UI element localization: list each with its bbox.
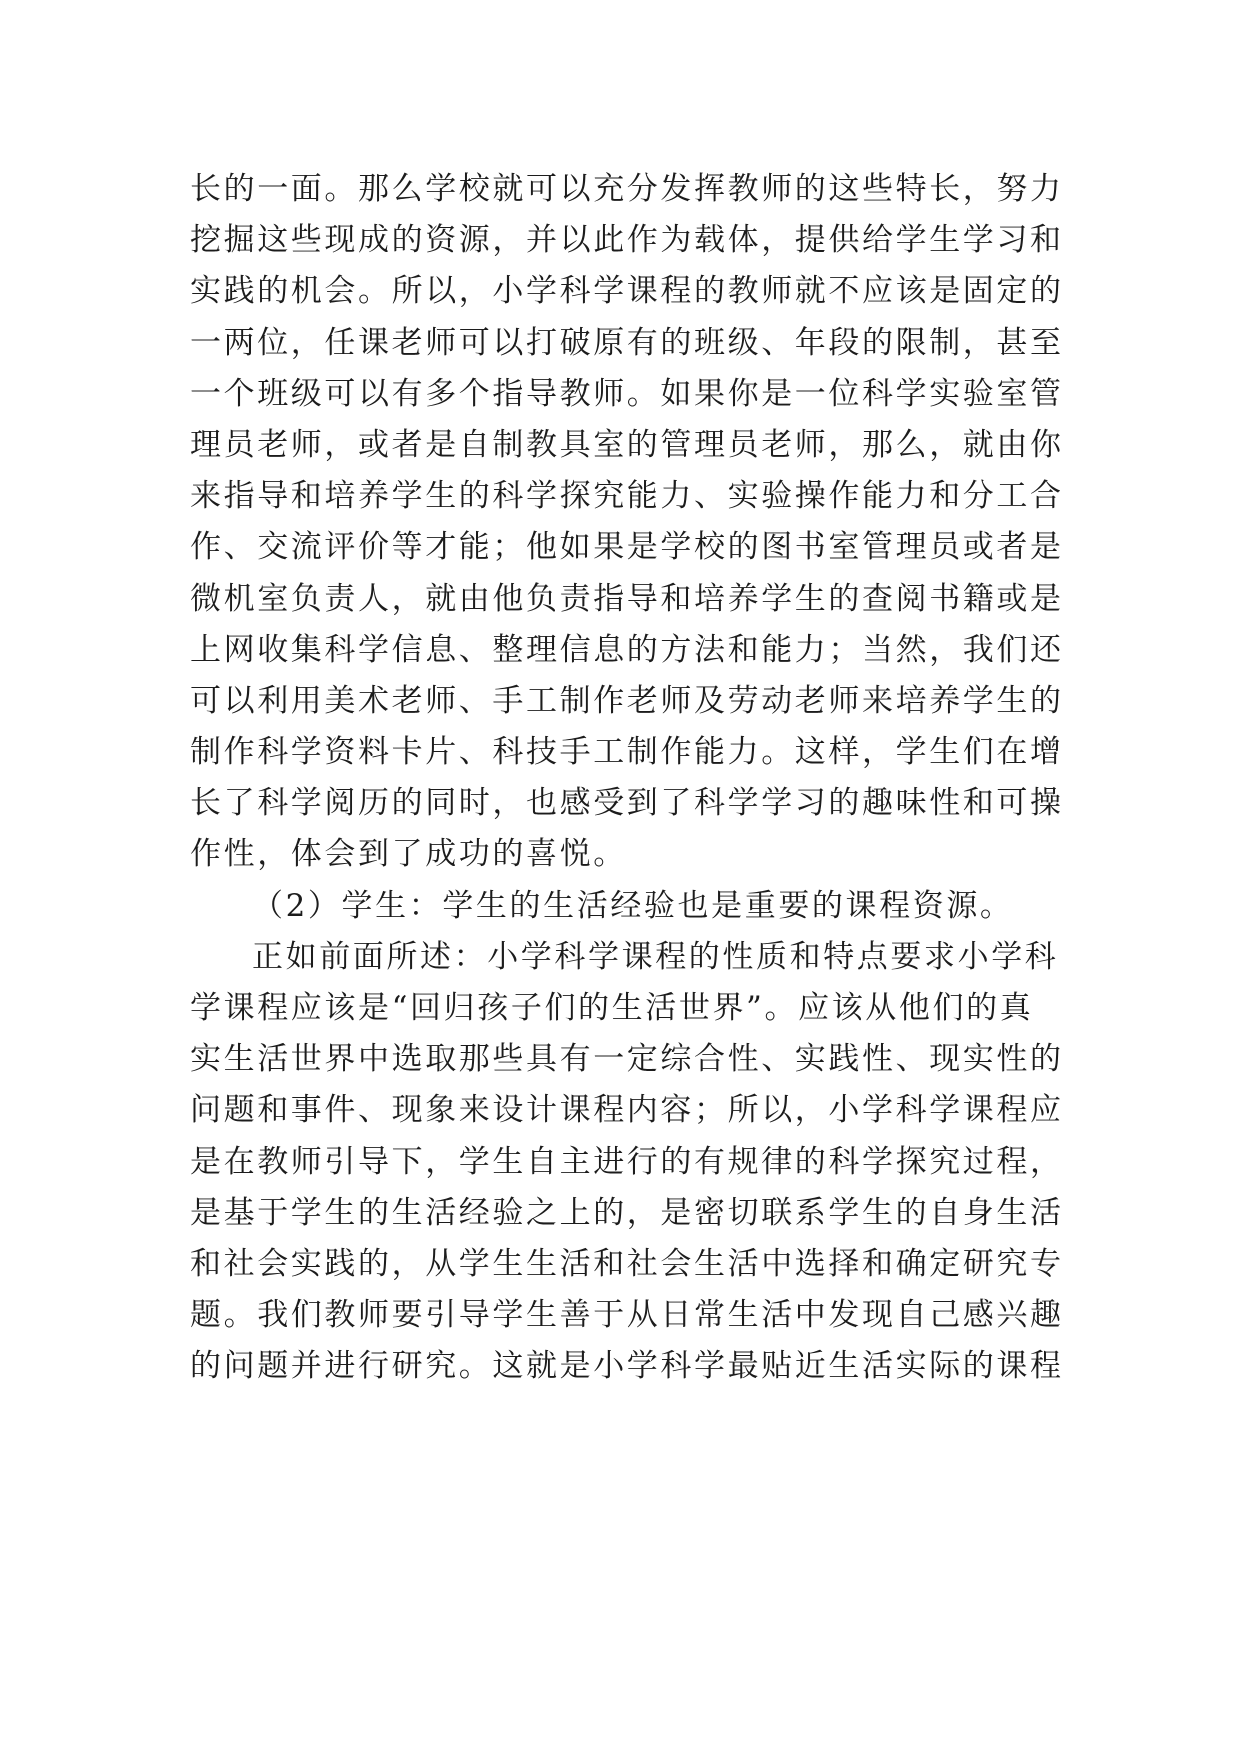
text-line: 作、交流评价等才能；他如果是学校的图书室管理员或者是 [190, 529, 1064, 566]
text-line: 是在教师引导下，学生自主进行的有规律的科学探究过程， [190, 1143, 1064, 1180]
text-line: 挖掘这些现成的资源，并以此作为载体，提供给学生学习和 [190, 222, 1064, 259]
text-line: 长的一面。那么学校就可以充分发挥教师的这些特长，努力 [190, 171, 1064, 207]
text-line: 的问题并进行研究。这就是小学科学最贴近生活实际的课程 [190, 1348, 1064, 1385]
section-heading: （2）学生：学生的生活经验也是重要的课程资源。 [252, 887, 1014, 924]
text-line: 制作科学资料卡片、科技手工制作能力。这样，学生们在增 [190, 734, 1064, 771]
text-line: 问题和事件、现象来设计课程内容；所以，小学科学课程应 [190, 1092, 1064, 1129]
text-line: 作性，体会到了成功的喜悦。 [190, 836, 627, 873]
text-line: 实生活世界中选取那些具有一定综合性、实践性、现实性的 [190, 1041, 1064, 1078]
body-text [190, 164, 1070, 1393]
text-line: 上网收集科学信息、整理信息的方法和能力；当然，我们还 [190, 631, 1064, 668]
text-line: 一个班级可以有多个指导教师。如果你是一位科学实验室管 [190, 375, 1064, 412]
text-line: 长了科学阅历的同时，也感受到了科学学习的趣味性和可操 [190, 785, 1064, 822]
text-line: 一两位，任课老师可以打破原有的班级、年段的限制，甚至 [190, 324, 1064, 361]
paragraph-first-line: 正如前面所述：小学科学课程的性质和特点要求小学科 [252, 938, 1059, 975]
text-line: 微机室负责人，就由他负责指导和培养学生的查阅书籍或是 [190, 580, 1064, 617]
text-line: 理员老师，或者是自制教具室的管理员老师，那么，就由你 [190, 426, 1064, 463]
text-line: 学课程应该是“回归孩子们的生活世界”。应该从他们的真 [190, 990, 1034, 1026]
text-line: 题。我们教师要引导学生善于从日常生活中发现自己感兴趣 [190, 1297, 1064, 1334]
text-line: 来指导和培养学生的科学探究能力、实验操作能力和分工合 [190, 478, 1064, 515]
text-line: 可以利用美术老师、手工制作老师及劳动老师来培养学生的 [190, 682, 1064, 719]
text-line: 是基于学生的生活经验之上的，是密切联系学生的自身生活 [190, 1194, 1064, 1231]
text-line: 和社会实践的，从学生生活和社会生活中选择和确定研究专 [190, 1245, 1064, 1282]
text-line: 实践的机会。所以，小学科学课程的教师就不应该是固定的 [190, 273, 1064, 310]
